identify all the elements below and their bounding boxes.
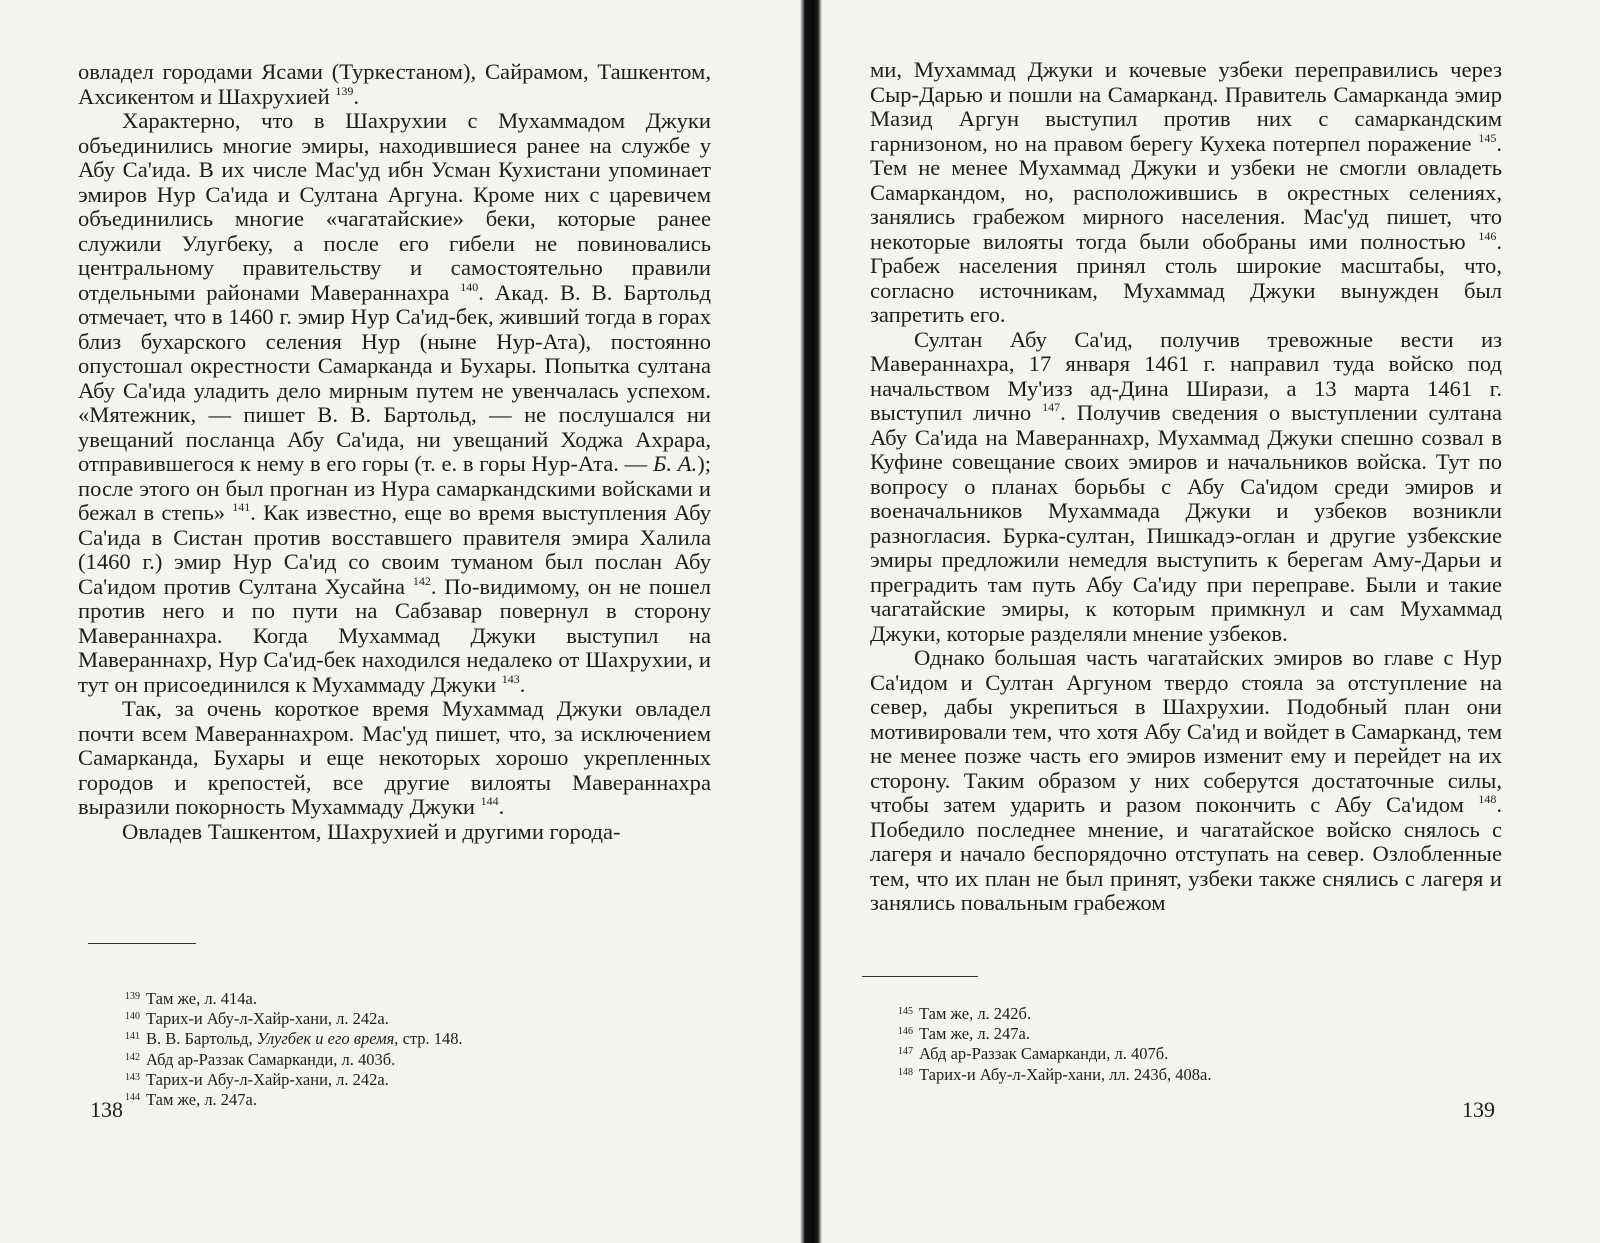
footnote-number: 146	[898, 1026, 913, 1038]
footnote	[125, 1049, 725, 1069]
right-body-text	[870, 58, 1502, 916]
footnote-number: 148	[898, 1066, 913, 1078]
footnote	[125, 1008, 725, 1028]
footnote-text: стр. 148.	[402, 1029, 463, 1049]
right-footnotes	[898, 1003, 1498, 1084]
footnote	[125, 1069, 725, 1089]
footnote	[125, 988, 725, 1008]
paragraph: Так, за очень короткое время Мухаммад Джуки овладел почти всем Мавераннахром. Мас'уд пишет, что, за исключением Самарканда, Бухары и еще некоторых хорошо укрепленных городов и крепостей, все другие вилояты Мавераннахра выразили покорность Мухаммаду Джуки $^{144}$.	[78, 696, 711, 819]
paragraph-text: ); после этого он был прогнан из Нура самаркандскими войсками и бежал в степь»	[78, 451, 711, 525]
left-body-text	[78, 60, 711, 844]
page-number: 138	[90, 1097, 123, 1122]
right-page	[820, 0, 1600, 1243]
footnote-text: Тарих-и Абу-л-Хайр-хани, л. 242а.	[146, 1009, 389, 1029]
footnote-number: 139	[125, 991, 140, 1002]
footnote-book-title: Улугбек и его время,	[256, 1029, 399, 1049]
paragraph: Характерно, что в Шахрухии с Мухаммадом Джуки объединились многие эмиры, находившиеся ранее на службе у Абу Са'ида. В их числе Мас'уд ибн Усман Кухистани упоминает эмиров Нур Са'ида и Султана Аргуна. Кроме них с царевичем объединились многие «чагатайские» беки, которые ранее служили Улугбеку, а после его гибели не повиновались центральному правительству и самостоятельно правили отдельными районами Мавераннахра $^{140}$. Акад. В. В. Бартольд отмечает, что в 1460 г. эмир Нур Са'ид-бек, живший тогда в горах близ бухарского селения Нур (ныне Нур-Ата), постоянно опустошал окрестности Самарканда и Бухары. Попытка султана Абу Са'ида уладить дело мирным путем не увенчалась успехом. «Мятежник, — пишет В. В. Бартольд, — не послушался ни увещаний посланца Абу Са'ида, ни увещаний Ходжа Ахрара, отправившегося к нему в его горы (т. е. в горы Нур-Ата. — Б. А.); после этого он был прогнан из Нура самаркандскими войсками и бежал в степь» $^{141}$. Как известно, еще во время выступления Абу Са'ида в Систан против восставшего правителя эмира Халила (1460 г.) эмир Нур Са'ид со своим туманом был послан Абу Са'идом против Султана Хусайна $^{142}$. По-видимому, он не пошел против него и по пути на Сабзавар повернул в сторону Мавераннахра. Когда Мухаммад Джуки выступил на Мавераннахр, Нур Са'ид-бек находился недалеко от Шахрухии, и тут он присоединился к Мухаммаду Джуки $^{143}$.	[78, 108, 712, 697]
paragraph-text: ми, Мухаммад Джуки и кочевые узбеки переправились через Сыр-Дарью и пошли на Самарканд. Правитель Самарканда эмир Мазид Аргун выступил против них с самаркандским гарнизоном, но на правом берегу Кухека потерпел поражение	[870, 57, 1502, 156]
note-ref: 143	[501, 671, 520, 686]
note-ref: 139	[335, 83, 354, 98]
paragraph-text: Как известно, еще во время выступления Абу Са'ида в Систан против восставшего правителя эмира Халила (1460 г.) эмир Нур Са'ид со своим туманом был послан Абу Са'идом против Султана Хусайна	[78, 500, 711, 599]
paragraph: Султан Абу Са'ид, получив тревожные вести из Мавераннахра, 17 января 1461 г. направил туда войско под начальством Му'изз ад-Дина Ширази, а 13 марта 1461 г. выступил лично $^{147}$. Получив сведения о выступлении султана Абу Са'ида на Мавераннахр, Мухаммад Джуки спешно созвал в Куфине совещание своих эмиров и начальников войска. Тут по вопросу о планах борьбы с Абу Са'идом среди эмиров и военачальников Мухаммада Джуки и узбеков возникли разногласия. Бурка-султан, Пишкадэ-оглан и другие узбекские эмиры предложили немедля выступить к берегам Аму-Дарьи и преградить там путь Абу Са'иду при переправе. Были и такие чагатайские эмиры, к которым примкнул и сам Мухаммад Джуки, которые разделяли мнение узбеков.	[870, 326, 1502, 646]
footnote	[125, 1089, 725, 1109]
footnote-rule	[88, 943, 196, 944]
paragraph-text: Овладев Ташкентом, Шахрухией и другими города-	[122, 818, 621, 844]
footnote	[898, 1043, 1498, 1063]
footnote-text: Там же, л. 247а.	[919, 1024, 1030, 1044]
note-ref: 142	[412, 573, 431, 588]
paragraph-text: Акад. В. В. Бартольд отмечает, что в 1460 г. эмир Нур Са'ид-бек, живший тогда в горах близ бухарского селения Нур (ныне Нур-Ата), постоянно опустошал окрестности Самарканда и Бухары. Попытка султана Абу Са'ида уладить дело мирным путем не увенчалась успехом. «Мятежник, — пишет В. В. Бартольд, — не послушался ни увещаний посланца Абу Са'ида, ни увещаний Ходжа Ахрара, отправившегося к нему в его горы (т. е. в горы Нур-Ата. —	[78, 279, 711, 476]
left-footnotes	[125, 988, 725, 1109]
footnote-text: Там же, л. 242б.	[919, 1004, 1032, 1023]
note-ref: 147	[1042, 400, 1061, 414]
footnote	[898, 1003, 1498, 1023]
footnote	[898, 1064, 1498, 1084]
paragraph-text: По-видимому, он не пошел против него и по пути на Сабзавар повернул в сторону Мавераннахра. Когда Мухаммад Джуки выступил на Мавераннахр, Нур Са'ид-бек находился недалеко от Шахрухии, и тут он присоединился к Мухаммаду Джуки	[78, 573, 712, 697]
paragraph-text: Характерно, что в Шахрухии с Мухаммадом Джуки объединились многие эмиры, находившиеся ранее на службе у Абу Са'ида. В их числе Мас'уд ибн Усман Кухистани упоминает эмиров Нур Са'ида и Султана Аргуна. Кроме них с царевичем объединились многие «чагатайские» беки, которые ранее служили Улугбеку, а после его гибели не повиновались центральному правительству и самостоятельно правили отдельными районами Мавераннахра	[78, 108, 711, 305]
footnote-text: Тарих-и Абу-л-Хайр-хани, л. 242а.	[146, 1069, 389, 1089]
footnote-number: 142	[125, 1051, 140, 1063]
footnote-number: 147	[898, 1046, 913, 1058]
footnote	[125, 1028, 725, 1048]
note-ref: 144	[480, 794, 499, 808]
paragraph	[78, 820, 711, 845]
note-ref: 141	[232, 500, 251, 514]
footnote-text: Абд ар-Раззак Самарканди, л. 403б.	[146, 1049, 396, 1069]
left-page	[0, 0, 790, 1243]
paragraph: овладел городами Ясами (Туркестаном), Сайрамом, Ташкентом, Ахсикентом и Шахрухией $^{139}$.	[78, 59, 711, 109]
footnote-number: 143	[125, 1071, 140, 1083]
author-initials: Б. А.	[653, 451, 698, 476]
note-ref: 148	[1478, 792, 1497, 806]
paragraph-text: Тем не менее Мухаммад Джуки и узбеки не смогли овладеть Самаркандом, но, расположившись в окрестных селениях, занялись грабежом мирного населения. Мас'уд пишет, что некоторые вилояты тогда были обобраны ими полностью	[870, 155, 1502, 254]
footnote-number: 144	[125, 1092, 140, 1104]
footnote-text: Там же, л. 247а.	[146, 1090, 257, 1110]
note-ref: 145	[1478, 130, 1497, 145]
paragraph: ми, Мухаммад Джуки и кочевые узбеки переправились через Сыр-Дарью и пошли на Самарканд. Правитель Самарканда эмир Мазид Аргун выступил против них с самаркандским гарнизоном, но на правом берегу Кухека потерпел поражение $^{145}$. Тем не менее Мухаммад Джуки и узбеки не смогли овладеть Самаркандом, но, расположившись в окрестных селениях, занялись грабежом мирного населения. Мас'уд пишет, что некоторые вилояты тогда были обобраны ими полностью $^{146}$. Грабеж населения принял столь широкие масштабы, что, согласно источникам, Мухаммад Джуки вынужден был запретить его.	[870, 57, 1502, 327]
note-ref: 146	[1478, 228, 1497, 243]
footnote-text: Тарих-и Абу-л-Хайр-хани, лл. 243б, 408а.	[919, 1064, 1212, 1084]
book-gutter	[800, 0, 822, 1243]
paragraph-text: овладел городами Ясами (Туркестаном), Сайрамом, Ташкентом, Ахсикентом и Шахрухией	[78, 59, 711, 109]
footnote-number: 140	[125, 1011, 140, 1023]
footnote-number: 145	[898, 1006, 913, 1017]
footnote-number: 141	[125, 1031, 140, 1043]
footnote-text: Абд ар-Раззак Самарканди, л. 407б.	[919, 1044, 1169, 1064]
paragraph-text: Победило последнее мнение, и чагатайское войско снялось с лагеря и начало беспорядочно отступать на север. Озлобленные тем, что их план не был принят, узбеки также снялись с лагеря и занялись повальным грабежом	[870, 816, 1502, 915]
page-number: 139	[1462, 1097, 1495, 1122]
footnote-text: Там же, л. 414а.	[146, 989, 257, 1008]
paragraph-text: Грабеж населения принял столь широкие масштабы, что, согласно источникам, Мухаммад Джуки вынужден был запретить его.	[870, 253, 1502, 327]
note-ref: 140	[460, 279, 479, 294]
footnote-text: В. В. Бартольд,	[146, 1029, 253, 1049]
paragraph-text: Султан Абу Са'ид, получив тревожные вести из Мавераннахра, 17 января 1461 г. направил туда войско под начальством Му'изз ад-Дина Ширази, а 13 марта 1461 г. выступил лично	[870, 326, 1502, 425]
paragraph-text: Получив сведения о выступлении султана Абу Са'ида на Мавераннахр, Мухаммад Джуки спешно созвал в Куфине совещание своих эмиров и начальников войска. Тут по вопросу о планах борьбы с Абу Са'идом среди эмиров и военачальников Мухаммада Джуки и узбеков возникли разногласия. Бурка-султан, Пишкадэ-оглан и другие узбекские эмиры предложили немедля выступить к берегам Аму-Дарьи и преградить там путь Абу Са'иду при переправе. Были и такие чагатайские эмиры, к которым примкнул и сам Мухаммад Джуки, которые разделяли мнение узбеков.	[870, 400, 1502, 646]
footnote	[898, 1023, 1498, 1043]
footnote-rule	[862, 976, 978, 977]
paragraph: Однако большая часть чагатайских эмиров во главе с Нур Са'идом и Султан Аргуном твердо стояла за отступление на север, дабы укрепиться в Шахрухии. Подобный план они мотивировали тем, что хотя Абу Са'ид и войдет в Самарканд, тем не менее позже часть его эмиров изменит ему и перейдет на их сторону. Таким образом у них соберутся достаточные силы, чтобы затем ударить и разом покончить с Абу Са'идом $^{148}$. Победило последнее мнение, и чагатайское войско снялось с лагеря и начало беспорядочно отступать на север. Озлобленные тем, что их план не был принят, узбеки также снялись с лагеря и занялись повальным грабежом	[870, 645, 1502, 915]
paragraph-text: Однако большая часть чагатайских эмиров во главе с Нур Са'идом и Султан Аргуном твердо стояла за отступление на север, дабы укрепиться в Шахрухии. Подобный план они мотивировали тем, что хотя Абу Са'ид и войдет в Самарканд, тем не менее позже часть его эмиров изменит ему и перейдет на их сторону. Таким образом у них соберутся достаточные силы, чтобы затем ударить и разом покончить с Абу Са'идом	[870, 645, 1502, 817]
paragraph-text: Так, за очень короткое время Мухаммад Джуки овладел почти всем Мавераннахром. Мас'уд пишет, что, за исключением Самарканда, Бухары и еще некоторых хорошо укрепленных городов и крепостей, все другие вилояты Мавераннахра выразили покорность Мухаммаду Джуки	[78, 696, 711, 819]
